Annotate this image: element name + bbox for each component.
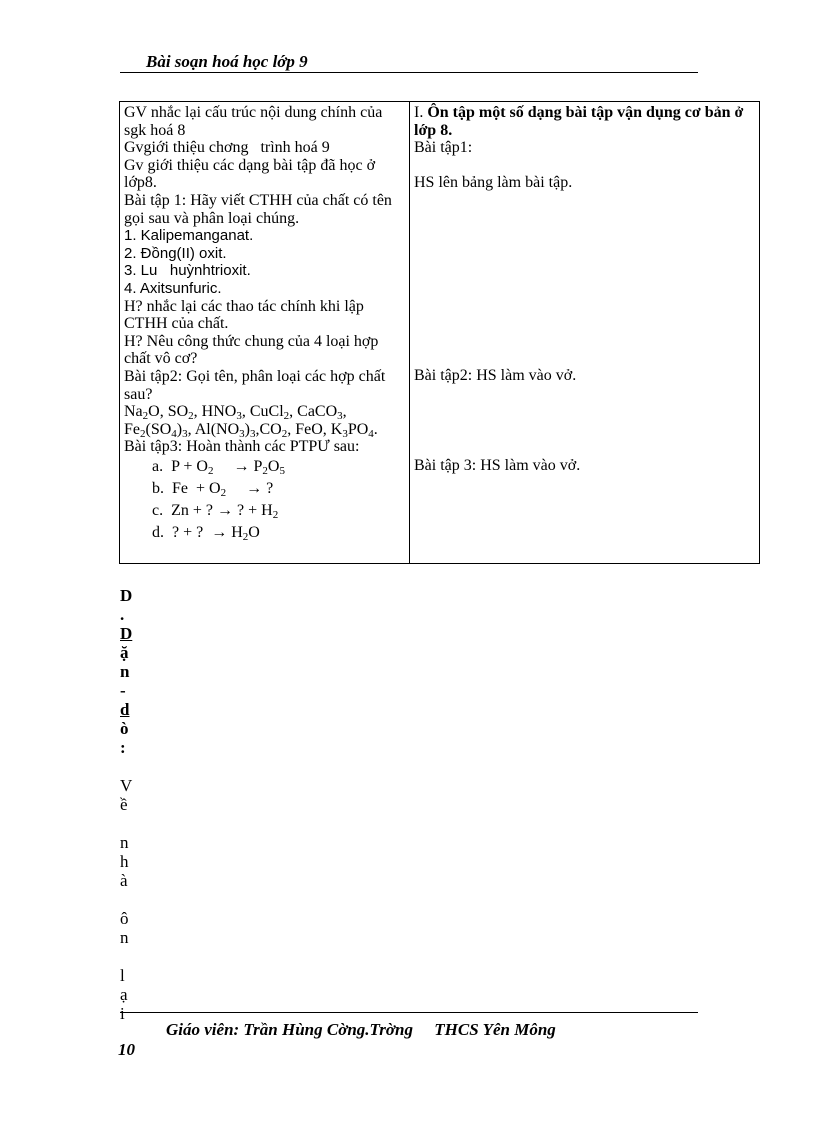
exercise-2-prompt: Bài tập2: Gọi tên, phân loại các hợp chất sau? [124,367,390,403]
equation-c: c. Zn + ? → ? + $H_2$ [152,501,279,521]
exercise-1-response: HS lên bảng làm bài tập. [414,174,573,192]
vertical-char: n [120,662,130,681]
vertical-char: : [120,738,126,757]
left-line-3: Gv giới thiệu các dạng bài tập đã học ở lớp8. [124,156,380,192]
left-line-2: Gvgiới thiệu chơng trình hoá 9 [124,139,330,157]
equation-b: b. $Fe + O_2$ → ? [152,479,274,499]
header-rule [120,72,698,73]
exercise-1-label: Bài tập1: [414,139,473,157]
exercise-1-item-3: 3. Lu huỳnhtrioxit. [124,262,251,280]
footer-teacher-school: Giáo viên: Trần Hùng Cờng.Trờng THCS Yên Mông [166,1020,556,1039]
vertical-char: n [120,833,129,852]
section-heading [414,104,755,139]
page-number: 10 [118,1040,135,1059]
section-heading-text: Ôn tập một số dạng bài tập vận dụng cơ bản ở lớp 8. [414,104,748,139]
vertical-char: D [120,586,133,605]
vertical-char: V [120,776,133,795]
vertical-char: - [120,681,126,700]
vertical-char: ề [120,795,128,814]
exercise-3-response: Bài tập 3: HS làm vào vở. [414,456,581,474]
student-activities-cell [410,102,760,564]
exercise-2-response: Bài tập2: HS làm vào vở. [414,366,577,384]
footer-rule [120,1012,698,1013]
section-heading-prefix: I. [414,104,428,121]
vertical-gap [120,890,140,909]
vertical-char: h [120,852,129,871]
teacher-activities-cell [120,102,410,564]
equation-a: a. $P + O_2$ → $P_2O_5$ [152,457,285,477]
left-line-1: GV nhắc lại cấu trúc nội dung chính của sgk hoá 8 [124,104,387,139]
vertical-char: à [120,871,128,890]
page-header-title: Bài soạn hoá học lớp 9 [146,52,308,71]
vertical-char: l [120,966,125,985]
vertical-char: ặ [120,643,129,662]
vertical-char: ô [120,909,129,928]
vertical-char: ò [120,719,129,738]
vertical-char: n [120,928,129,947]
exercise-1-item-2: 2. Đồng(II) oxit. [124,244,227,262]
vertical-char: . [120,605,125,624]
vertical-char: d [120,700,130,719]
vertical-char: i [120,1004,125,1023]
lesson-table [119,101,760,564]
exercise-1-item-4: 4. Axitsunfuric. [124,279,222,297]
vertical-char: ạ [120,985,128,1004]
exercise-1-prompt: Bài tập 1: Hãy viết CTHH của chất có tên gọi sau và phân loại chúng. [124,191,396,227]
exercise-2-compounds: $Na_2O$, $SO_2$, $HNO_3$, CuCl$_2$, CaCO$_3$, $Fe_2(SO_4)_3$, $Al(NO_3)_3,CO_2$, FeO, $K_3PO_4$. [124,403,378,440]
exercise-3-prompt: Bài tập3: Hoàn thành các PTPƯ sau: [124,438,360,456]
vertical-homework-text [120,586,140,1023]
vertical-gap [120,814,140,833]
exercise-1-item-1: 1. Kalipemanganat. [124,227,254,245]
question-1: H? nhắc lại các thao tác chính khi lập CTHH của chất. [124,297,368,333]
question-2: H? Nêu công thức chung của 4 loại hợp chất vô cơ? [124,332,383,368]
equation-d: d. ? + ? → $H_2O$ [152,523,260,542]
vertical-char: D [120,624,133,643]
vertical-gap [120,757,140,776]
vertical-gap [120,947,140,966]
